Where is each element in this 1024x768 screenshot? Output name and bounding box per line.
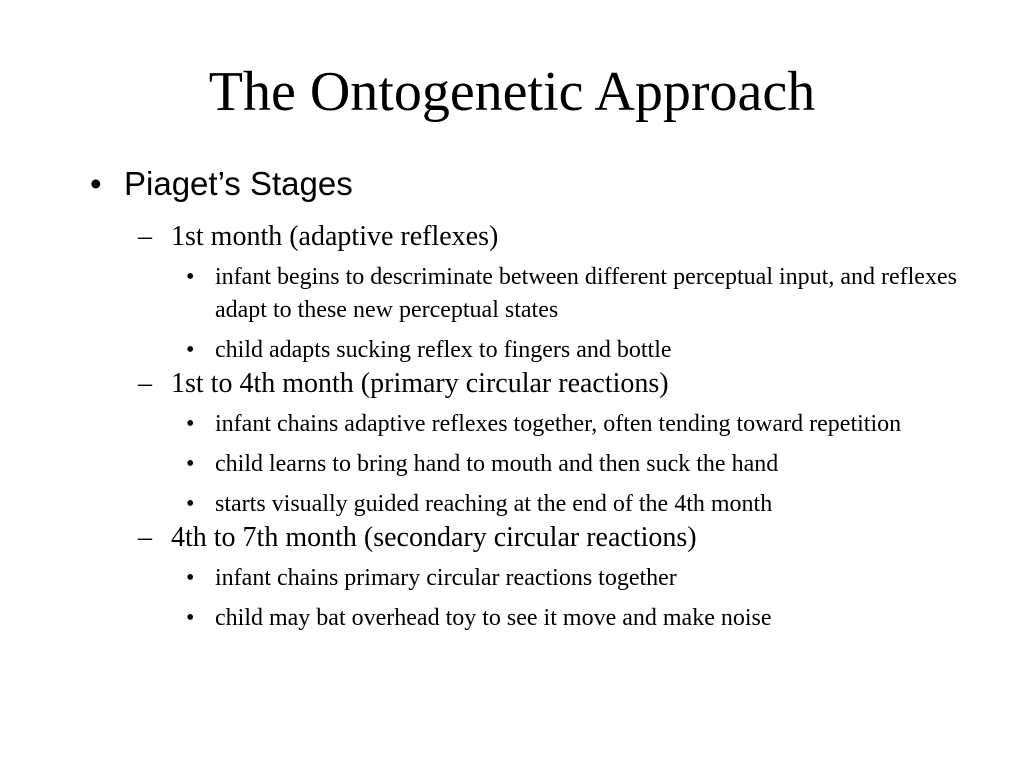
section-heading-text: 1st to 4th month (primary circular reactions) xyxy=(171,368,669,399)
section-heading xyxy=(138,220,1008,254)
list-item-text: infant chains adaptive reflexes together, often tending toward repetition xyxy=(215,411,902,437)
bullet-icon: • xyxy=(186,565,195,591)
section-items xyxy=(186,261,1008,367)
list-item-text: child may bat overhead toy to see it move and make noise xyxy=(215,605,772,631)
section-3 xyxy=(138,521,1008,635)
bullet-level1 xyxy=(90,164,353,204)
list-item xyxy=(186,261,1008,327)
list-item-text: child adapts sucking reflex to fingers and bottle xyxy=(215,337,672,363)
section-heading-text: 1st month (adaptive reflexes) xyxy=(171,221,499,252)
bullet-icon: • xyxy=(186,264,195,290)
list-item xyxy=(186,448,1008,481)
section-1 xyxy=(138,220,1008,367)
dash-icon: – xyxy=(138,522,152,553)
section-2 xyxy=(138,367,1008,521)
list-item xyxy=(186,562,1008,595)
section-items xyxy=(186,408,1008,521)
list-item xyxy=(186,602,1008,635)
slide-content xyxy=(138,220,1008,635)
bullet-level1-text: Piaget’s Stages xyxy=(124,165,353,202)
list-item xyxy=(186,334,1008,367)
section-heading xyxy=(138,521,1008,555)
list-item xyxy=(186,408,1008,441)
section-heading-text: 4th to 7th month (secondary circular reactions) xyxy=(171,522,697,553)
bullet-icon: • xyxy=(186,411,195,437)
list-item-text: child learns to bring hand to mouth and then suck the hand xyxy=(215,451,779,477)
bullet-icon: • xyxy=(186,491,195,517)
bullet-icon: • xyxy=(186,337,195,363)
list-item-text: starts visually guided reaching at the end of the 4th month xyxy=(215,491,773,517)
list-item-text: infant begins to descriminate between different perceptual input, and reflexes adapt to these new perceptual states xyxy=(215,264,957,323)
list-item xyxy=(186,488,1008,521)
list-item-text: infant chains primary circular reactions together xyxy=(215,565,677,591)
slide-title: The Ontogenetic Approach xyxy=(208,61,816,123)
dash-icon: – xyxy=(138,221,152,252)
bullet-icon: • xyxy=(186,451,195,477)
section-heading xyxy=(138,367,1008,401)
bullet-icon: • xyxy=(186,605,195,631)
bullet-icon: • xyxy=(90,165,102,202)
section-items xyxy=(186,562,1008,635)
dash-icon: – xyxy=(138,368,152,399)
